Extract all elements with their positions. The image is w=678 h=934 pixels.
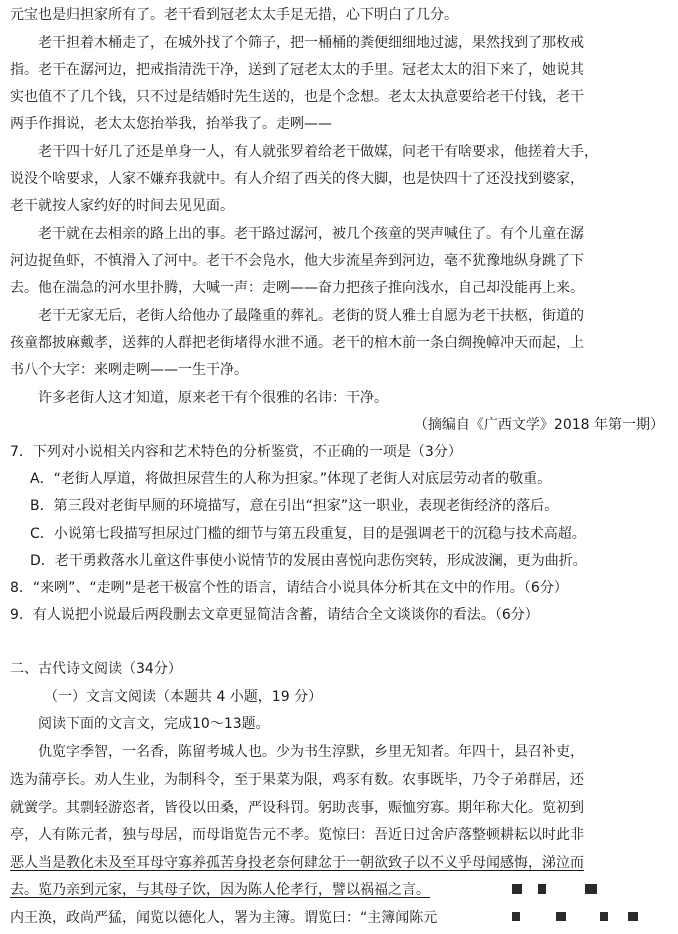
question-9: 9．有人说把小说最后两段删去文章更显简洁含蓄，请结合全文谈谈你的看法。（6分）: [10, 607, 539, 623]
text-line: 内王涣，政尚严猛，闻览以德化人，署为主簿。谓览曰：“主簿闻陈元: [10, 910, 438, 926]
text-line: 老干四十好几了还是单身一人，有人就张罗着给老干做媒，问老干有啥要求，他搓着大手，: [38, 144, 598, 160]
text-line: 老干无家无后，老街人给他办了最隆重的葬礼。老街的贤人雅士自愿为老干扶柩，街道的: [38, 308, 584, 324]
text-line: 两手作揖说，老太太您抬举我，抬举我了。走咧——: [10, 116, 332, 132]
scan-smudge: [556, 912, 566, 921]
scan-smudge: [628, 912, 638, 921]
underlined-text-line: 去。览乃亲到元家，与其母子饮，因为陈人伦孝行，譬以祸福之言。: [10, 882, 430, 898]
section-heading: 二、古代诗文阅读（34分）: [10, 661, 182, 677]
option-d: D．老干勇救落水儿童这件事使小说情节的发展由喜悦向悲伤突转，形成波澜，更为曲折。: [30, 553, 587, 569]
text-line: 河边捉鱼虾，不慎滑入了河中。老干不会凫水，他大步流星奔到河边，毫不犹豫地纵身跳了下: [10, 253, 584, 269]
text-line: 亭，人有陈元者，独与母居，而母诣览告元不孝。览惊曰：吾近日过舍庐落整顿耕耘以时此非: [10, 827, 584, 843]
scan-smudge: [600, 912, 608, 921]
text-line: 许多老街人这才知道，原来老干有个很雅的名讳：干净。: [38, 390, 388, 406]
source-citation: （摘编自《广西文学》2018 年第一期）: [413, 417, 664, 433]
underlined-text-line: 恶人当是教化未及至耳母守寡养孤苦身投老奈何肆忿于一朝欲致子以不义乎母闻感悔，涕泣而: [10, 855, 584, 871]
text-line: 孩童都披麻戴孝，送葬的人群把老街堵得水泄不通。老干的棺木前一条白绸挽幛冲天而起，上: [10, 335, 584, 351]
question-7: 7．下列对小说相关内容和艺术特色的分析鉴赏，不正确的一项是（3分）: [10, 444, 462, 460]
text-line: 书八个大字：来咧走咧——一生干净。: [10, 362, 248, 378]
text-line: 老干就在去相亲的路上出的事。老干路过潺河，被几个孩童的哭声喊住了。有个儿童在潺: [38, 226, 584, 242]
text-line: 说没个啥要求，人家不嫌弃我就中。有人介绍了西关的佟大脚，也是快四十了还没找到婆家，: [10, 171, 584, 187]
text-line: 仇览字季智，一名香，陈留考城人也。少为书生淳默，乡里无知者。年四十，县召补吏，: [38, 744, 584, 760]
subsection-heading: （一）文言文阅读（本题共 4 小题，19 分）: [44, 689, 323, 705]
option-a: A．“老街人厚道，将做担尿营生的人称为担家。”体现了老街人对底层劳动者的敬重。: [30, 471, 552, 487]
text-line: 选为蒲亭长。劝人生业，为制科令，至于果菜为限，鸡豕有数。农事既毕，乃令子弟群居，还: [10, 772, 584, 788]
question-8: 8．“来咧”、“走咧”是老干极富个性的语言，请结合小说具体分析其在文中的作用。（6分）: [10, 580, 568, 596]
text-line: 实也值不了几个钱，只不过是结婚时先生送的，也是个念想。老太太执意要给老干付钱，老干: [10, 89, 584, 105]
text-line: 老干就按人家约好的时间去见见面。: [10, 198, 234, 214]
reading-instruction: 阅读下面的文言文，完成10～13题。: [38, 716, 270, 732]
text-line: 去。他在湍急的河水里扑腾，大喊一声：走咧——奋力把孩子推向浅水，自己却没能再上来。: [10, 280, 584, 296]
scan-smudge: [585, 884, 597, 894]
option-c: C．小说第七段描写担尿过门槛的细节与第五段重复，目的是强调老干的沉稳与技术高超。: [30, 526, 586, 542]
text-line: 就黉学。其剽轻游恣者，皆役以田桑，严设科罚。躬助丧事，赈恤穷寡。期年称大化。览初到: [10, 800, 584, 816]
option-b: B．第三段对老街早厕的环境描写，意在引出“担家”这一职业，表现老街经济的落后。: [30, 498, 559, 514]
text-line: 指。老干在潺河边，把戒指清洗干净，送到了冠老太太的手里。冠老太太的泪下来了，她说其: [10, 62, 584, 78]
scan-smudge: [538, 884, 546, 894]
scan-smudge: [512, 912, 520, 921]
text-line: 元宝也是归担家所有了。老干看到冠老太太手足无措，心下明白了几分。: [10, 7, 458, 23]
scan-smudge: [512, 884, 522, 894]
text-line: 老干担着木桶走了，在城外找了个筛子，把一桶桶的粪便细细地过滤，果然找到了那枚戒: [38, 35, 584, 51]
